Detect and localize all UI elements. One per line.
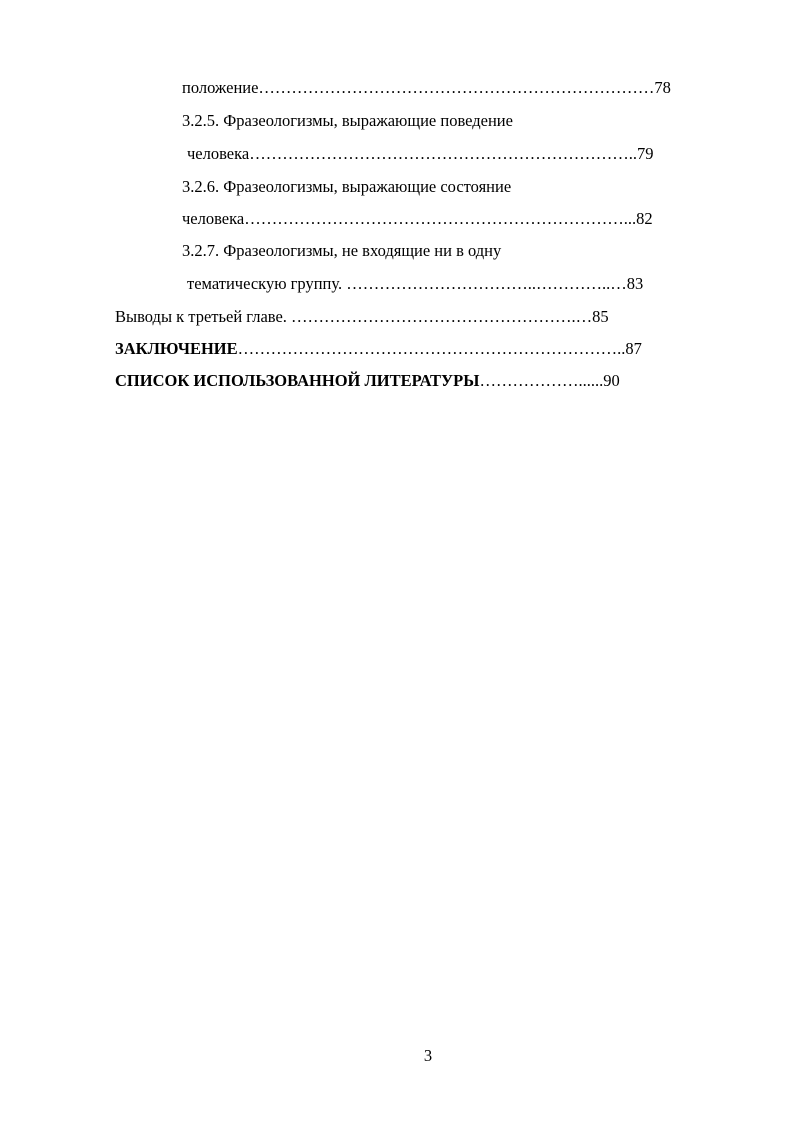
- toc-entry-conclusion-title: ЗАКЛЮЧЕНИЕ: [115, 339, 238, 358]
- toc-entry-conclusion-leader: ……………………………………………………………..87: [237, 339, 642, 358]
- toc-entry-bibliography-leader: ………………......90: [479, 371, 620, 390]
- toc-entry-bibliography: [115, 371, 620, 391]
- toc-entry-conclusion: [115, 339, 642, 359]
- toc-entry-subsection-3-2-6: 3.2.6. Фразеологизмы, выражающие состояние: [182, 177, 512, 196]
- toc-entry-subsection-3-2-6-continuation: человека……………………………………………………………...82: [182, 209, 653, 228]
- toc-entry-bibliography-title: СПИСОК ИСПОЛЬЗОВАННОЙ ЛИТЕРАТУРЫ: [115, 371, 480, 390]
- toc-entry-chapter-3-conclusions: Выводы к третьей главе. …………………………………………….…85: [115, 307, 609, 326]
- page-number: 3: [423, 1046, 433, 1065]
- toc-entry-subsection-3-2-5: 3.2.5. Фразеологизмы, выражающие поведение: [182, 111, 513, 130]
- toc-entry-subsection-3-2-7-continuation: тематическую группу. ……………………………..…………..…83: [187, 274, 644, 293]
- toc-entry-subsection-3-2-7: 3.2.7. Фразеологизмы, не входящие ни в одну: [182, 241, 502, 260]
- toc-entry-subsection-3-2-5-continuation: человека……………………………………………………………..79: [187, 144, 654, 163]
- toc-entry-subsection-continuation: положение………………………………………………………………78: [182, 78, 671, 97]
